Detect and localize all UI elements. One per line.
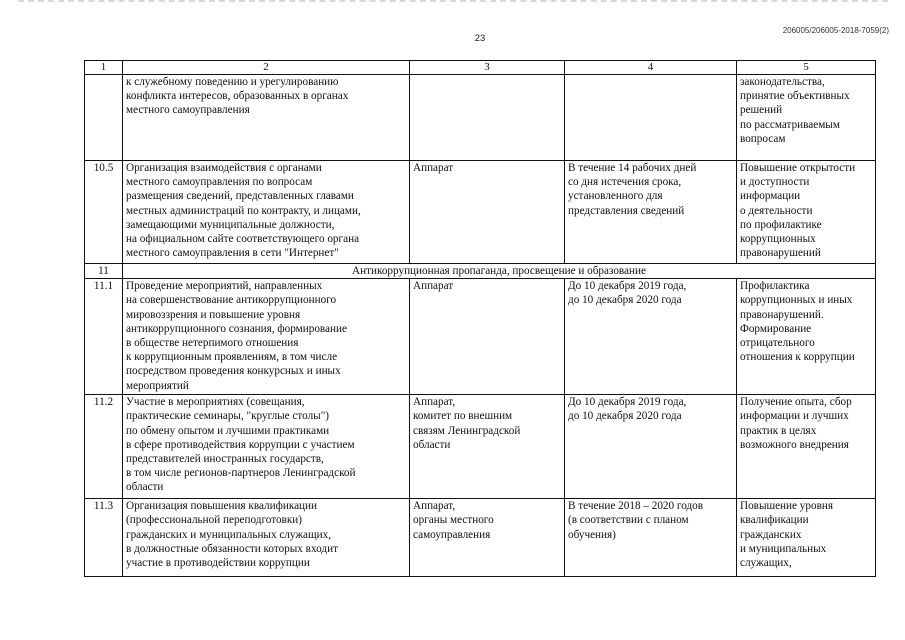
table-row xyxy=(85,161,876,264)
section-number: 11 xyxy=(85,264,123,279)
table-row xyxy=(85,395,876,499)
row-number: 11.3 xyxy=(85,499,123,577)
executor-cell: Аппарат, органы местного самоуправления xyxy=(410,499,565,577)
table-row xyxy=(85,75,876,161)
result-cell: Повышение уровня квалификации гражданских и муниципальных служащих, xyxy=(737,499,876,577)
deadline-cell: До 10 декабря 2019 года, до 10 декабря 2020 года xyxy=(565,279,737,395)
table-row xyxy=(85,499,876,577)
column-number-1: 1 xyxy=(85,61,123,75)
row-number: 10.5 xyxy=(85,161,123,264)
activity-cell: Участие в мероприятиях (совещания, практические семинары, "круглые столы") по обмену опытом и лучшими практиками в сфере противодействия коррупции с участием представителей иностранных государств, в том числе регионов-партнеров Ленинградской области xyxy=(123,395,410,499)
page-number: 23 xyxy=(474,33,486,44)
deadline-cell: В течение 14 рабочих дней со дня истечения срока, установленного для представления сведений xyxy=(565,161,737,264)
executor-cell: Аппарат xyxy=(410,161,565,264)
column-number-4: 4 xyxy=(565,61,737,75)
column-number-2: 2 xyxy=(123,61,410,75)
activity-cell: Организация взаимодействия с органами местного самоуправления по вопросам размещения сведений, представленных главами местных администраций по контракту, и лицами, замещающими муниципальные должности, на официальном сайте соответствующего органа местного самоуправления в сети "Интернет" xyxy=(123,161,410,264)
deadline-cell: До 10 декабря 2019 года, до 10 декабря 2020 года xyxy=(565,395,737,499)
executor-cell: Аппарат, комитет по внешним связям Ленинградской области xyxy=(410,395,565,499)
executor-cell: Аппарат xyxy=(410,279,565,395)
result-cell: законодательства, принятие объективных решений по рассматриваемым вопросам xyxy=(737,75,876,161)
result-cell: Получение опыта, сбор информации и лучших практик в целях возможного внедрения xyxy=(737,395,876,499)
deadline-cell: В течение 2018 – 2020 годов (в соответствии с планом обучения) xyxy=(565,499,737,577)
row-number: 11.1 xyxy=(85,279,123,395)
measures-table xyxy=(84,60,876,577)
executor-cell xyxy=(410,75,565,161)
table-row xyxy=(85,279,876,395)
activity-cell: Организация повышения квалификации (профессиональной переподготовки) гражданских и муниципальных служащих, в должностные обязанности которых входит участие в противодействии коррупции xyxy=(123,499,410,577)
deadline-cell xyxy=(565,75,737,161)
activity-cell: Проведение мероприятий, направленных на совершенствование антикоррупционного мировоззрения и повышение уровня антикоррупционного сознания, формирование в обществе нетерпимого отношения к коррупционным проявлениям, в том числе посредством проведения конкурсных и иных мероприятий xyxy=(123,279,410,395)
row-number xyxy=(85,75,123,161)
scan-top-edge xyxy=(18,0,888,2)
section-title: Антикоррупционная пропаганда, просвещение и образование xyxy=(123,264,876,279)
result-cell: Профилактика коррупционных и иных правонарушений. Формирование отрицательного отношения к коррупции xyxy=(737,279,876,395)
column-numbers-row xyxy=(85,61,876,75)
column-number-5: 5 xyxy=(737,61,876,75)
row-number: 11.2 xyxy=(85,395,123,499)
section-row xyxy=(85,264,876,279)
document-id: 206005/206005-2018-7059(2) xyxy=(782,26,889,35)
activity-cell: к служебному поведению и урегулированию конфликта интересов, образованных в органах местного самоуправления xyxy=(123,75,410,161)
result-cell: Повышение открытости и доступности информации о деятельности по профилактике коррупционных правонарушений xyxy=(737,161,876,264)
column-number-3: 3 xyxy=(410,61,565,75)
